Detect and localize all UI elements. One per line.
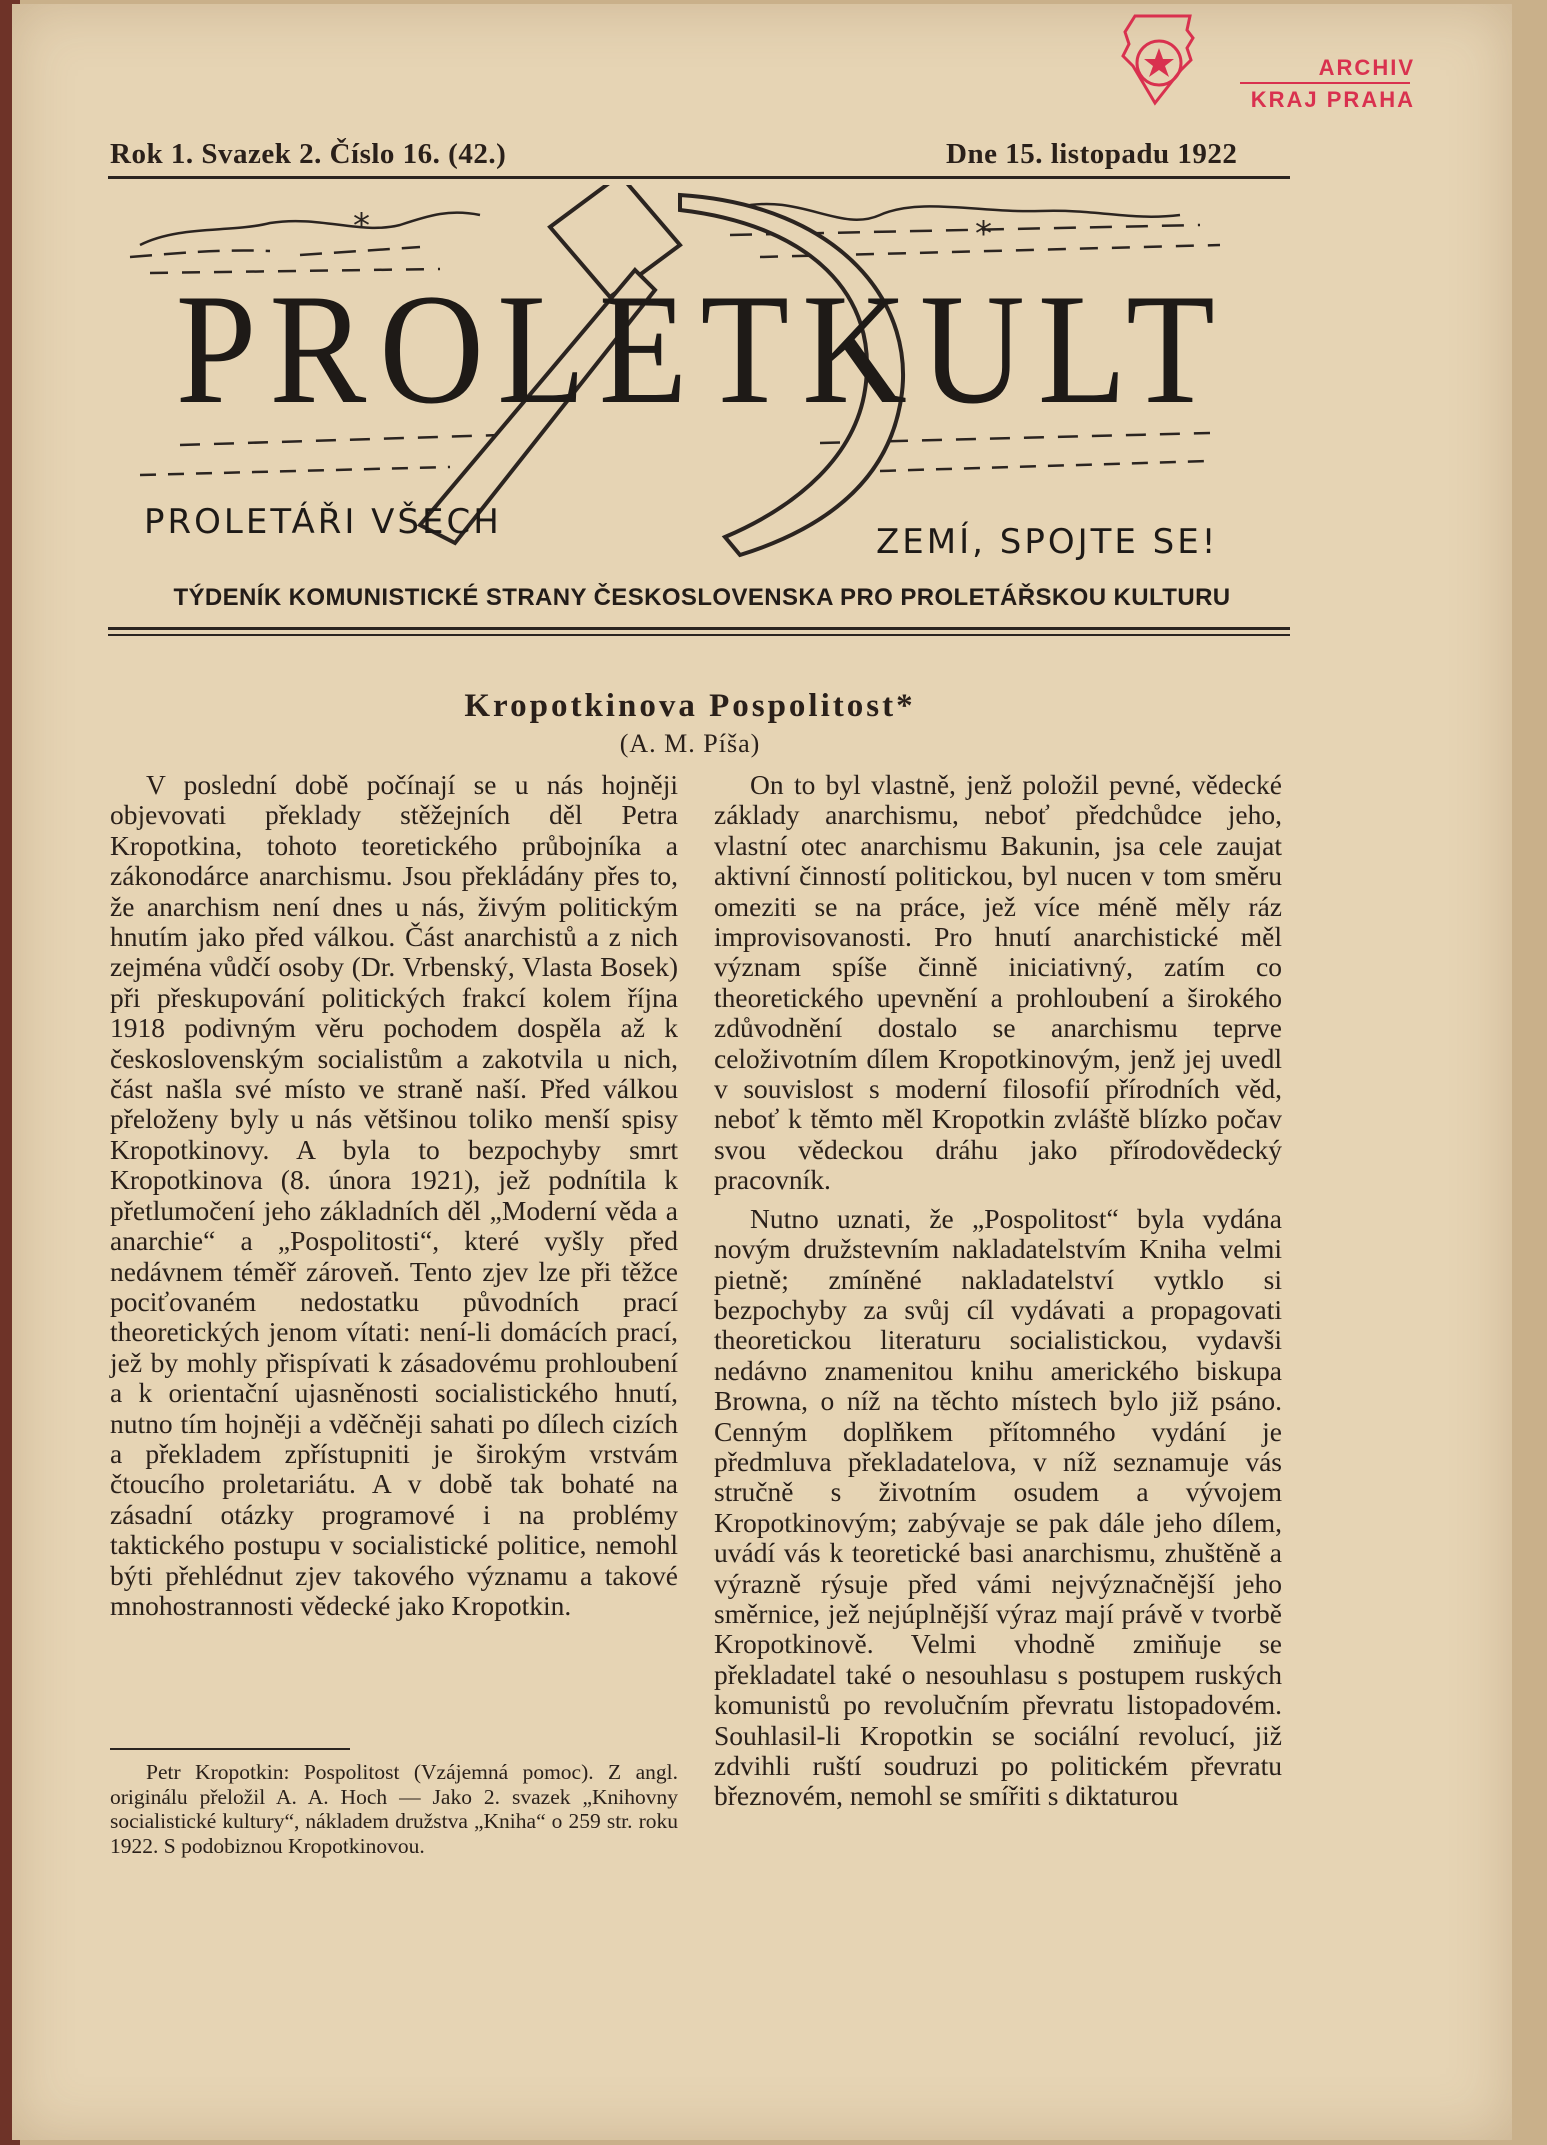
header-rule — [108, 176, 1290, 179]
article-column-right — [714, 770, 1282, 1812]
issue-info: Rok 1. Svazek 2. Číslo 16. (42.) — [110, 138, 507, 170]
issue-date: Dne 15. listopadu 1922 — [946, 138, 1238, 170]
article-author: (A. M. Píša) — [619, 729, 761, 758]
article-title: Kropotkinova Pospolitost* — [464, 688, 916, 724]
footnote — [110, 1760, 678, 1858]
footnote-text: Petr Kropotkin: Pospolitost (Vzájemná pomoc). Z angl. originálu přeložil A. A. Hoch — Jako 2. svazek „Knihovny socialistické kultury“, nákladem družstva „Kniha“ o 259 str. roku 1922. S podobiznou Kropotkinovou. — [110, 1760, 678, 1858]
archive-stamp-line2: KRAJ PRAHA — [1250, 87, 1415, 112]
article-paragraph: V poslední době počínají se u nás hojněji objevovati překlady stěžejních děl Petra Kropotkina, tohoto teoretického průbojníka a zákonodárce anarchismu. Jsou překládány přes to, že anarchism není dnes u nás, živým politickým hnutím jako před válkou. Část anarchistů a z nich zejména vůdčí osoby (Dr. Vrbenský, Vlasta Bosek) při přeskupování politických frakcí kolem října 1918 podivným věru pochodem dospěla až k československým socialistům a zakotvila u nich, část našla své místo ve straně naší. Před válkou přeloženy byly u nás většinou toliko menší spisy Kropotkinovy. A byla to bezpochyby smrt Kropotkinova (8. února 1921), jež podnítila k přetlumočení jeho základních děl „Moderní věda a anarchie“ a „Pospolitosti“, které vyšly před nedávnem téměř zároveň. Tento zjev lze při těžce pociťovaném nedostatku původních prací theoretických jenom vítati: není-li domácích prací, jež by mohly přispívati k zásadovému prohloubení a k orientační ujasněnosti socialistického hnutí, nutno tím hojněji a vděčněji sahati po dílech cizích a překladem zpřístupniti je širokým vrstvám čtoucího proletariátu. A v době tak bohaté na zásadní otázky programové i na problémy taktického postupu v socialistické politice, nemohl býti přehlédnut zjev takového významu a takové mnohostrannosti vědecké jako Kropotkin. — [110, 769, 678, 1621]
article-column-left — [110, 770, 678, 1621]
archive-stamp-text — [1235, 52, 1415, 116]
masthead-title: PROLETKULT — [175, 262, 1228, 437]
subtitle-rule-top — [108, 627, 1290, 630]
archive-stamp-emblem-icon — [1115, 8, 1210, 113]
article-paragraph: On to byl vlastně, jenž položil pevné, vědecké základy anarchismu, neboť předchůdce jeho, vlastní otec anarchismu Bakunin, jsa cele zaujat aktivní činností politickou, byl nucen v tom směru omeziti se na práce, jež více méně měly ráz improvisovanosti. Pro hnutí anarchistické měl význam spíše činně iniciativný, zatím co theoretického upevnění a prohloubení a širokého zdůvodnění dostalo se anarchismu teprve celoživotním dílem Kropotkinovým, jenž jej uvedl v souvislost s moderní filosofií přírodních věd, neboť k těmto měl Kropotkin zvláště blízko počav svou vědeckou dráhu jako přírodovědecký pracovník. — [714, 769, 1282, 1196]
slogan-left: PROLETÁŘI VŠECH — [144, 502, 502, 542]
slogan-right: ZEMÍ, SPOJTE SE! — [876, 522, 1219, 562]
article-paragraph: Nutno uznati, že „Pospolitost“ byla vydána novým družstevním nakladatelstvím Kniha velmi pietně; zmíněné nakladatelství vytklo si bezpochyby za svůj cíl vydávati a propagovati theoretickou literaturu socialistickou, vydavši nedávno znamenitou knihu amerického biskupa Browna, o níž na těchto místech bylo již psáno. Cenným doplňkem přítomného vydání je předmluva překladatelova, v níž seznamuje vás stručně s životním osudem a vývojem Kropotkinovým; zabývaje se pak dále jeho dílem, uvádí vás k teoretické basi anarchismu, zhuštěně a výrazně rýsuje před vámi nejvýznačnější jeho směrnice, jež nejúplnější výraz mají právě v tvorbě Kropotkinově. Velmi vhodně zmiňuje se překladatel také o nesouhlasu s postupem ruských komunistů po revolučním převratu listopadovém. Souhlasil-li Kropotkin se sociální revolucí, již zdvihli ruští soudruzi po politickém převratu březnovém, nemohl se smířiti s diktaturou — [714, 1202, 1282, 1812]
archive-stamp-line1: ARCHIV — [1318, 55, 1415, 80]
svg-text:*: * — [975, 214, 992, 254]
svg-text:*: * — [353, 206, 370, 246]
subtitle-rule-bottom — [108, 634, 1290, 636]
archive-stamp-divider — [1240, 82, 1410, 84]
footnote-rule — [110, 1748, 350, 1750]
newspaper-subtitle: TÝDENÍK KOMUNISTICKÉ STRANY ČESKOSLOVENSKA PRO PROLETÁŘSKOU KULTURU — [173, 584, 1231, 611]
